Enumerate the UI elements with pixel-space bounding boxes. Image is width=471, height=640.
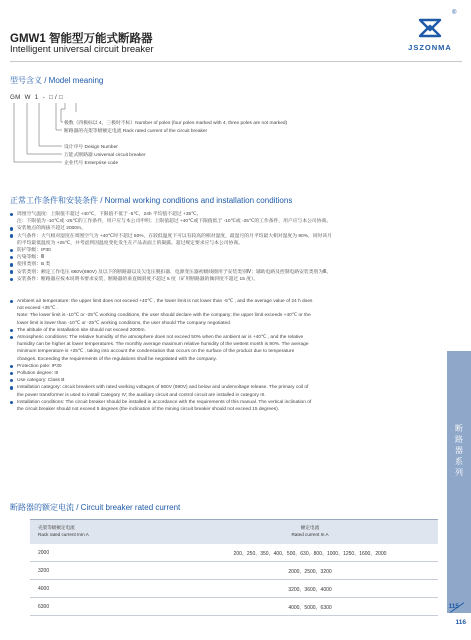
condition-en-item: Pollution degree: III	[10, 370, 442, 377]
page-number-right: 116	[455, 619, 466, 626]
condition-cn-item: 的平均最低温度为 +25℃，并考虑到因温度变化发生在产品表面上的凝露。超过规定要求应与本公司协商。	[17, 240, 243, 246]
condition-cn-item: 防护等级：IP30	[10, 247, 442, 254]
table-row	[30, 580, 438, 598]
condition-en-item: the power transformer is used to install Category IV; the auxiliary circuit and control circuit are installed in category III.	[17, 392, 266, 398]
side-tab-label: 断 路 器 系 列	[455, 424, 463, 477]
header-frame-en: Rack rated current Inm A	[38, 531, 89, 537]
condition-cn-item: 使用类别：B 类	[10, 261, 442, 268]
header-frame-cn: 壳架等级额定电流	[38, 525, 75, 530]
frame-current-cell: 3200	[38, 568, 50, 574]
section-side-tab	[447, 351, 471, 613]
condition-en-item: changes. Exceeding the requirements of the regulations shall be negotiated with the company.	[17, 356, 217, 362]
header-cell-rated	[205, 525, 415, 538]
model-item: 设计序号 Design Number	[64, 145, 118, 150]
frame-current-cell: 6300	[38, 604, 50, 610]
model-item: 极数（四极标以 4，三极时不标）Number of poles (four poles marked with 4, three poles are not marked)	[64, 121, 288, 126]
rated-current-cell: 200、250、350、400、500、630、800、1000、1250、1600、2000	[233, 551, 387, 557]
condition-en-item: Note: The lower limit is -10℃ or -25℃ working conditions, the user should declare with the company; the upper limit exceeds +40℃ or the	[17, 313, 311, 319]
condition-cn-item: 安装条件：断路器应按本说明书要求安装，断路器的垂直倾斜度不超过 5 度（矿用断路器的倾斜度不超过 15 度）。	[10, 276, 442, 283]
condition-en-item: lower limit is lower than -10℃ or -25℃ working conditions, the user should The company negotiated.	[17, 320, 232, 326]
condition-en-item: minimum temperature is +25℃ , taking into account the condensation that occurs on the surface of the product due to temperature	[17, 349, 295, 355]
model-code: GM W 1 - □ / □	[10, 94, 64, 101]
header-divider	[10, 61, 462, 62]
condition-cn-item: 污染等级：Ⅲ	[10, 254, 442, 261]
condition-en-item: Protection pole: IP30	[10, 363, 442, 370]
model-meaning-heading: 型号含义 / Model meaning	[10, 76, 104, 85]
document-subtitle: Intelligent universal circuit breaker	[10, 44, 154, 55]
conditions-heading: 正常工作条件和安装条件 / Normal working conditions and installation conditions	[10, 196, 293, 205]
document-title: GMW1 智能型万能式断路器	[10, 33, 153, 45]
logo-text: JSZONMA	[408, 43, 452, 52]
condition-en-item: The altitude of the installation site should not exceed 2000m.	[10, 327, 442, 334]
condition-cn-item: 大气条件：大气相对湿度在周围空气为 +40℃时不超过 50%，在较低温度下可以有较高的相对湿度，最湿月的月平均最大相对湿度为 90%，同时该月	[10, 233, 442, 240]
condition-en-item: Use category: Class B	[10, 377, 442, 384]
table-row	[30, 598, 438, 616]
frame-current-cell: 2000	[38, 550, 50, 556]
condition-cn-item: 注：下限值为 -10℃或 -25℃的工作条件，用户应与本公司申明；上限值超过 +40℃或下限值低于 -10℃或 -25℃的工作条件，用户应与本公司协商。	[17, 219, 332, 225]
condition-en-item: Atmospheric conditions: The relative humidity of the atmosphere does not exceed 50% when the ambient air is +40℃ , and the relative	[10, 334, 442, 341]
table-row	[30, 544, 438, 562]
condition-cn-item: 安装地点的海拔不超过 2000m。	[10, 225, 442, 232]
condition-cn-item: 周围空气温度：上限值不超过 +40℃，下限值不低于 -5℃，24h 平均值不超过 +35℃。	[10, 211, 442, 218]
logo-mark-icon	[416, 14, 444, 42]
table-row	[30, 562, 438, 580]
model-item: 万能式断路器 Universal circuit breaker	[64, 153, 146, 158]
page-number-left: 115	[448, 603, 459, 610]
company-logo	[402, 10, 458, 56]
condition-en-item: the circuit breaker should not exceed 5 degrees (the inclination of the mining circuit breaker should not exceed 15 degrees).	[17, 407, 280, 413]
condition-en-item: Ambient air temperature: the upper limit does not exceed +40℃ , the lower limit is not lower than -5℃ , and the average value of 24 h does	[10, 298, 442, 305]
model-item: 断路器的壳架等级额定电流 Rack rated current of the circuit breaker	[64, 129, 208, 134]
condition-en-item: humidity can be higher at lower temperatures. The monthly average maximum relative humidity of the wettest month is 90%. The average	[17, 342, 309, 348]
rated-current-cell: 2000、2500、3200	[288, 569, 332, 575]
model-item: 企业代号 Enterprise code	[64, 161, 119, 166]
header-rated-en: Rated current In A	[291, 531, 329, 537]
conditions-cn-list	[10, 211, 442, 283]
rated-current-cell: 3200、3600、4000	[288, 587, 332, 593]
rated-current-heading: 断路器的额定电流 / Circuit breaker rated current	[10, 503, 181, 512]
table-header	[30, 519, 438, 544]
condition-en-item: Installation conditions: The circuit breaker should be installed in accordance with the requirements of this manual. The vertical inclination of	[10, 399, 442, 406]
condition-en-item: Installation category: circuit breakers with rated working voltages of 660V (690V) and below and undervoltage release. The primary coil of	[10, 384, 442, 391]
condition-cn-item: 安装类别：额定工作电压 660V(690V) 及以下的断路器以及欠电压脱扣器、电源变压器初级线圈用于安装类别Ⅳ；辅助电路及控制电路安装类别为Ⅲ。	[10, 269, 442, 276]
rated-current-cell: 4000、5000、6300	[288, 605, 332, 611]
condition-en-item: not exceed +35℃ .	[17, 306, 58, 312]
rated-current-table	[30, 519, 438, 616]
frame-current-cell: 4000	[38, 586, 50, 592]
header-cell-frame	[38, 525, 89, 538]
header-rated-cn: 额定电流	[300, 525, 320, 530]
conditions-en-list	[10, 298, 442, 413]
registered-mark: ®	[452, 10, 457, 16]
